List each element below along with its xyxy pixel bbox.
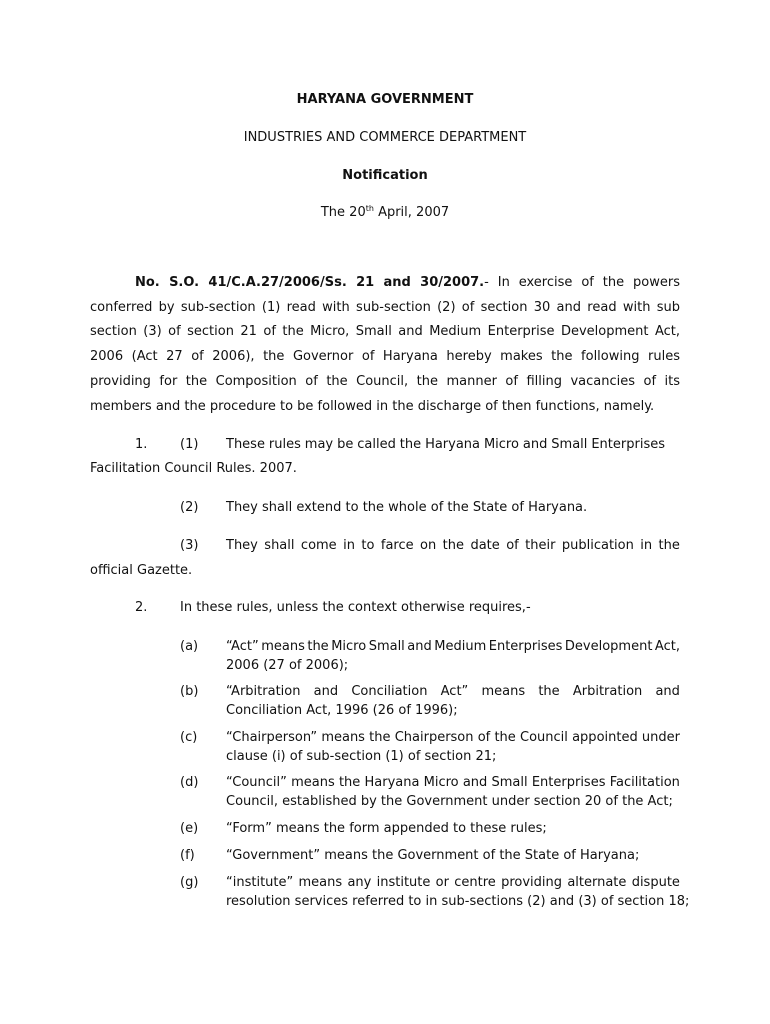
definition-label: (g): [180, 875, 199, 890]
definition-label: (c): [180, 730, 198, 745]
rule-1-sub-1-line-2: Facilitation Council Rules. 2007.: [90, 461, 297, 476]
rule-2-number: 2.: [135, 600, 148, 615]
rule-1-number: 1.: [135, 437, 148, 452]
definition-text-line-2: clause (i) of sub-section (1) of section 21;: [226, 749, 497, 764]
notification-title: Notification: [342, 168, 428, 183]
notification-date: The 20th April, 2007: [320, 204, 450, 220]
rule-1-sub-3-line-2: official Gazette.: [90, 563, 193, 578]
government-heading: HARYANA GOVERNMENT: [296, 92, 474, 107]
preamble-text: - In exercise of the powers conferred by sub-section (1) read with sub-section (2) of section 30 and read with sub section (3) of section 21 of the Micro, Small and Medium Enterprise Development Act, 2006 (Act 27 of 2006), the Governor of Haryana hereby makes the following rules providing for the Composition of the Council, the manner of filling vacancies of its members and the procedure to be followed in the discharge of then functions, namely.: [90, 275, 680, 414]
rule-1-sub-1-line-1: These rules may be called the Haryana Micro and Small Enterprises: [226, 437, 665, 452]
definition-label: (e): [180, 821, 199, 836]
rule-2-intro: In these rules, unless the context otherwise requires,-: [180, 600, 531, 615]
definition-text-line-1: “Arbitration and Conciliation Act” means the Arbitration and: [226, 684, 680, 699]
preamble-paragraph: [90, 271, 680, 419]
definition-text-line-1: “institute” means any institute or centre providing alternate dispute: [226, 875, 680, 890]
definition-text-line-1: “Chairperson” means the Chairperson of the Council appointed under: [226, 730, 680, 745]
definition-label: (a): [180, 639, 199, 654]
definition-label: (b): [180, 684, 199, 699]
rule-1-sub-1-label: (1): [180, 437, 199, 452]
definition-text-line-2: resolution services referred to in sub-sections (2) and (3) of section 18;: [226, 894, 690, 909]
rule-1-sub-3-label: (3): [180, 538, 199, 553]
definition-label: (f): [180, 848, 195, 863]
rule-1-sub-2-text: They shall extend to the whole of the State of Haryana.: [226, 500, 588, 515]
definition-text-line-2: Conciliation Act, 1996 (26 of 1996);: [226, 703, 458, 718]
rule-1-sub-3-line-1: They shall come in to farce on the date of their publication in the: [226, 538, 680, 553]
definition-text-line-1: “Council” means the Haryana Micro and Small Enterprises Facilitation: [226, 775, 680, 790]
rule-1-sub-2-label: (2): [180, 500, 199, 515]
department-heading: INDUSTRIES AND COMMERCE DEPARTMENT: [243, 130, 527, 145]
definition-text-line-2: 2006 (27 of 2006);: [226, 658, 349, 673]
definition-text-line-1: “Government” means the Government of the State of Haryana;: [226, 848, 640, 863]
definition-label: (d): [180, 775, 199, 790]
definition-text-line-2: Council, established by the Government under section 20 of the Act;: [226, 794, 673, 809]
definition-text-line-1: “Form” means the form appended to these rules;: [226, 821, 547, 836]
definition-text-line-1: “Act” means the Micro Small and Medium Enterprises Development Act,: [226, 639, 680, 654]
notification-number: No. S.O. 41/C.A.27/2006/Ss. 21 and 30/2007.: [135, 275, 485, 290]
